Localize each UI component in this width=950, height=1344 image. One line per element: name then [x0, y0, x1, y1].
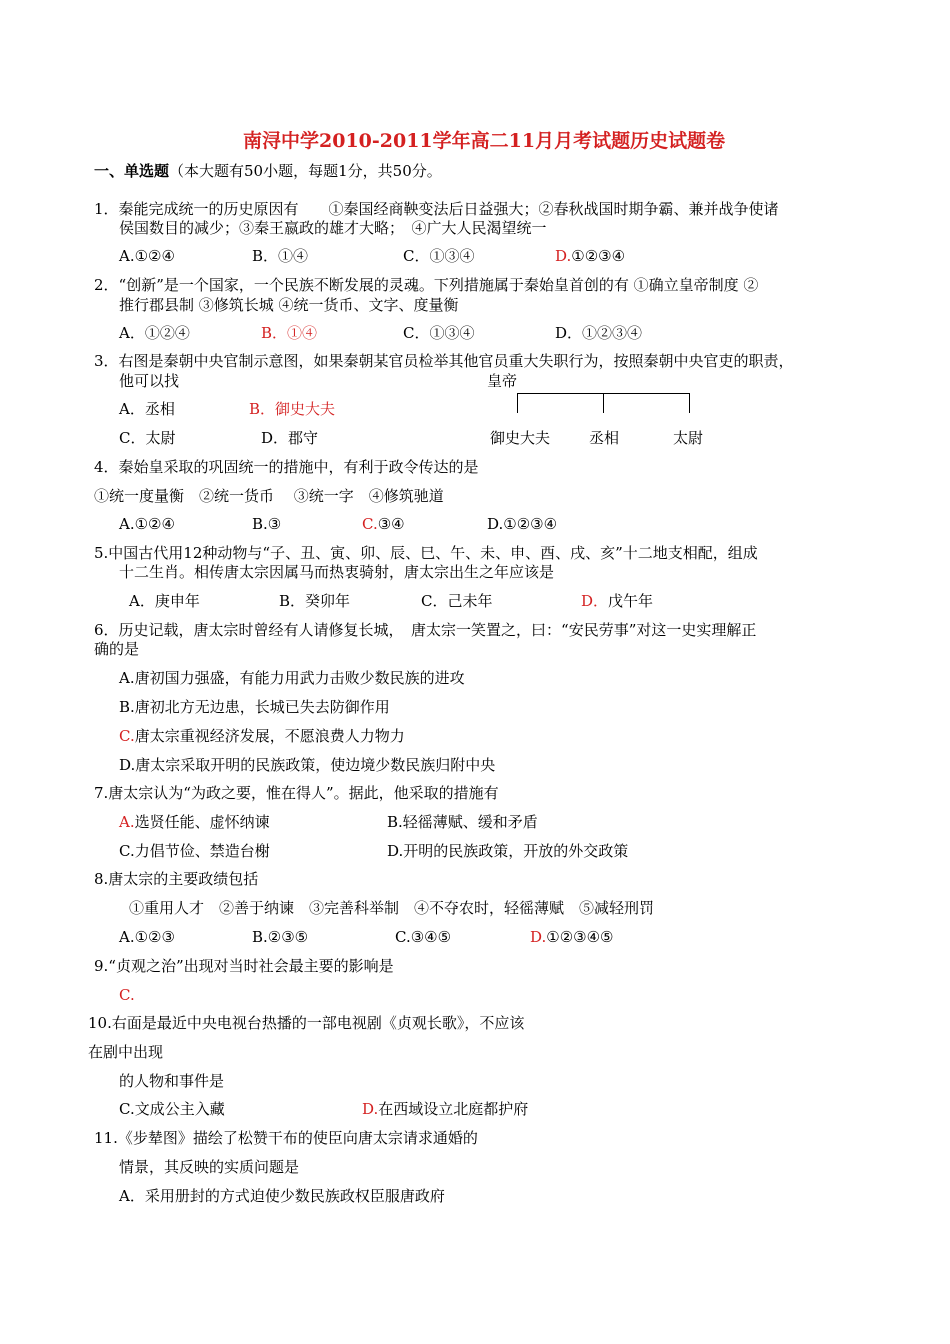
- q10-answer-letter: D.: [362, 1100, 379, 1118]
- q5-option-d: [581, 592, 653, 610]
- section-note: （本大题有50小题，每题1分，共50分。: [169, 162, 442, 180]
- q7-option-a: [119, 813, 270, 831]
- diagram-emperor: 皇帝: [487, 372, 518, 390]
- q6-option-d: D.唐太宗采取开明的民族政策，使边境少数民族归附中央: [119, 756, 496, 774]
- q2-option-b: B．①④: [261, 324, 318, 342]
- q6-stem-cont: 确的是: [94, 640, 140, 658]
- q3-option-c: C．太尉: [119, 429, 176, 447]
- q7-option-d: D.开明的民族政策，开放的外交政策: [387, 842, 629, 860]
- diagram-node: 太尉: [673, 429, 704, 447]
- q6-stem: 6．历史记载，唐太宗时曾经有人请修复长城， 唐太宗一笑置之，曰：“安民劳事”对这一史实理解正: [94, 621, 757, 639]
- q10-stem: 10.右面是最近中央电视台热播的一部电视剧《贞观长歌》，不应该: [88, 1014, 525, 1032]
- q6-option-c: [119, 727, 405, 745]
- q6-answer-letter: C.: [119, 727, 135, 745]
- section-heading-line: [94, 162, 442, 180]
- q7-option-a-text: 选贤任能、虚怀纳谏: [134, 813, 270, 831]
- diagram-node: 丞相: [589, 429, 620, 447]
- q3-option-a: A．丞相: [119, 400, 175, 418]
- q6-option-a: A.唐初国力强盛，有能力用武力击败少数民族的进攻: [119, 669, 465, 687]
- q1-option-d-text: ①②③④: [571, 247, 626, 265]
- q5-option-a: A．庚申年: [129, 592, 200, 610]
- q8-option-b: B.②③⑤: [252, 928, 309, 946]
- q6-option-c-text: 唐太宗重视经济发展，不愿浪费人力物力: [134, 727, 405, 745]
- q3-stem: 3．右图是秦朝中央官制示意图，如果秦朝某官员检举其他官员重大失职行为，按照秦朝中央官吏的职责，: [94, 352, 794, 370]
- q2-stem-cont: 推行郡县制 ③修筑长城 ④统一货币、文字、度量衡: [119, 296, 459, 314]
- diagram-v-line: [689, 393, 690, 413]
- q9-answer: C.: [119, 986, 135, 1004]
- q1-stem: 1．秦能完成统一的历史原因有 ①秦国经商鞅变法后日益强大；②春秋战国时期争霸、兼并战争使诸: [94, 200, 779, 218]
- q3-option-d: D．郡守: [261, 429, 319, 447]
- diagram-node: 御史大夫: [490, 429, 551, 447]
- q10-option-d-text: 在西域设立北庭都护府: [378, 1100, 529, 1118]
- q4-option-d: D.①②③④: [487, 515, 558, 533]
- q5-option-b: B．癸卯年: [279, 592, 351, 610]
- q10-stem-cont: 在剧中出现: [88, 1043, 164, 1061]
- q4-option-a: A.①②④: [119, 515, 175, 533]
- q10-option-c: C.文成公主入藏: [119, 1100, 225, 1118]
- q10-stem-cont2: 的人物和事件是: [119, 1072, 225, 1090]
- q4-stem: 4．秦始皇采取的巩固统一的措施中，有利于政令传达的是: [94, 458, 479, 476]
- q7-answer-letter: A.: [119, 813, 135, 831]
- q3-stem-cont: 他可以找: [119, 372, 180, 390]
- q7-stem: 7.唐太宗认为“为政之要，惟在得人”。据此，他采取的措施有: [94, 784, 499, 802]
- q4-option-c-text: ③④: [377, 515, 405, 533]
- q4-option-c: [362, 515, 405, 533]
- q4-answer-letter: C.: [362, 515, 378, 533]
- q8-option-c: C.③④⑤: [395, 928, 452, 946]
- q8-stem: 8.唐太宗的主要政绩包括: [94, 870, 259, 888]
- q8-answer-letter: D.: [530, 928, 547, 946]
- q7-option-b: B.轻徭薄赋、缓和矛盾: [387, 813, 538, 831]
- q1-stem-cont: 侯国数目的减少；③秦王嬴政的雄才大略； ④广大人民渴望统一: [119, 219, 547, 237]
- q5-option-d-text: 戊午年: [608, 592, 654, 610]
- q11-option-a: A．采用册封的方式迫使少数民族政权臣服唐政府: [119, 1187, 445, 1205]
- q1-option-b: B．①④: [252, 247, 309, 265]
- q4-option-b: B.③: [252, 515, 282, 533]
- q5-option-c: C．己未年: [421, 592, 493, 610]
- q5-stem: 5.中国古代用12种动物与“子、丑、寅、卯、辰、巳、午、未、申、酉、戌、亥”十二地支相配，组成: [94, 544, 758, 562]
- page-title: 南浔中学2010-2011学年高二11月月考试题历史试题卷: [243, 130, 726, 152]
- diagram-v-line: [603, 393, 604, 413]
- diagram-v-line: [517, 393, 518, 413]
- q2-stem: 2．“创新”是一个国家，一个民族不断发展的灵魂。下列措施属于秦始皇首创的有 ①确立皇帝制度 ②: [94, 276, 759, 294]
- q3-option-b: B．御史大夫: [249, 400, 336, 418]
- q2-option-a: A．①②④: [119, 324, 190, 342]
- q5-answer-letter: D．: [581, 592, 609, 610]
- q8-items: ①重用人才 ②善于纳谏 ③完善科举制 ④不夺农时，轻徭薄赋 ⑤减轻刑罚: [129, 899, 655, 917]
- q1-option-a: A.①②④: [119, 247, 175, 265]
- q8-option-d-text: ①②③④⑤: [546, 928, 614, 946]
- q8-option-a: A.①②③: [119, 928, 175, 946]
- q4-items: ①统一度量衡 ②统一货币 ③统一字 ④修筑驰道: [94, 487, 444, 505]
- q11-stem: 11.《步辇图》描绘了松赞干布的使臣向唐太宗请求通婚的: [94, 1129, 478, 1147]
- q2-option-c: C．①③④: [403, 324, 475, 342]
- q9-stem: 9.“贞观之治”出现对当时社会最主要的影响是: [94, 957, 394, 975]
- q1-option-c: C．①③④: [403, 247, 475, 265]
- q1-answer-letter: D.: [555, 247, 572, 265]
- q5-stem-cont: 十二生肖。相传唐太宗因属马而热衷骑射，唐太宗出生之年应该是: [119, 563, 555, 581]
- section-heading: 一、单选题: [94, 162, 170, 180]
- q6-option-b: B.唐初北方无边患，长城已失去防御作用: [119, 698, 390, 716]
- q2-option-d: D．①②③④: [555, 324, 643, 342]
- q11-stem-cont: 情景，其反映的实质问题是: [119, 1158, 300, 1176]
- q10-option-d: [362, 1100, 528, 1118]
- q7-option-c: C.力倡节俭、禁造台榭: [119, 842, 270, 860]
- q1-option-d: [555, 247, 625, 265]
- q8-option-d: [530, 928, 614, 946]
